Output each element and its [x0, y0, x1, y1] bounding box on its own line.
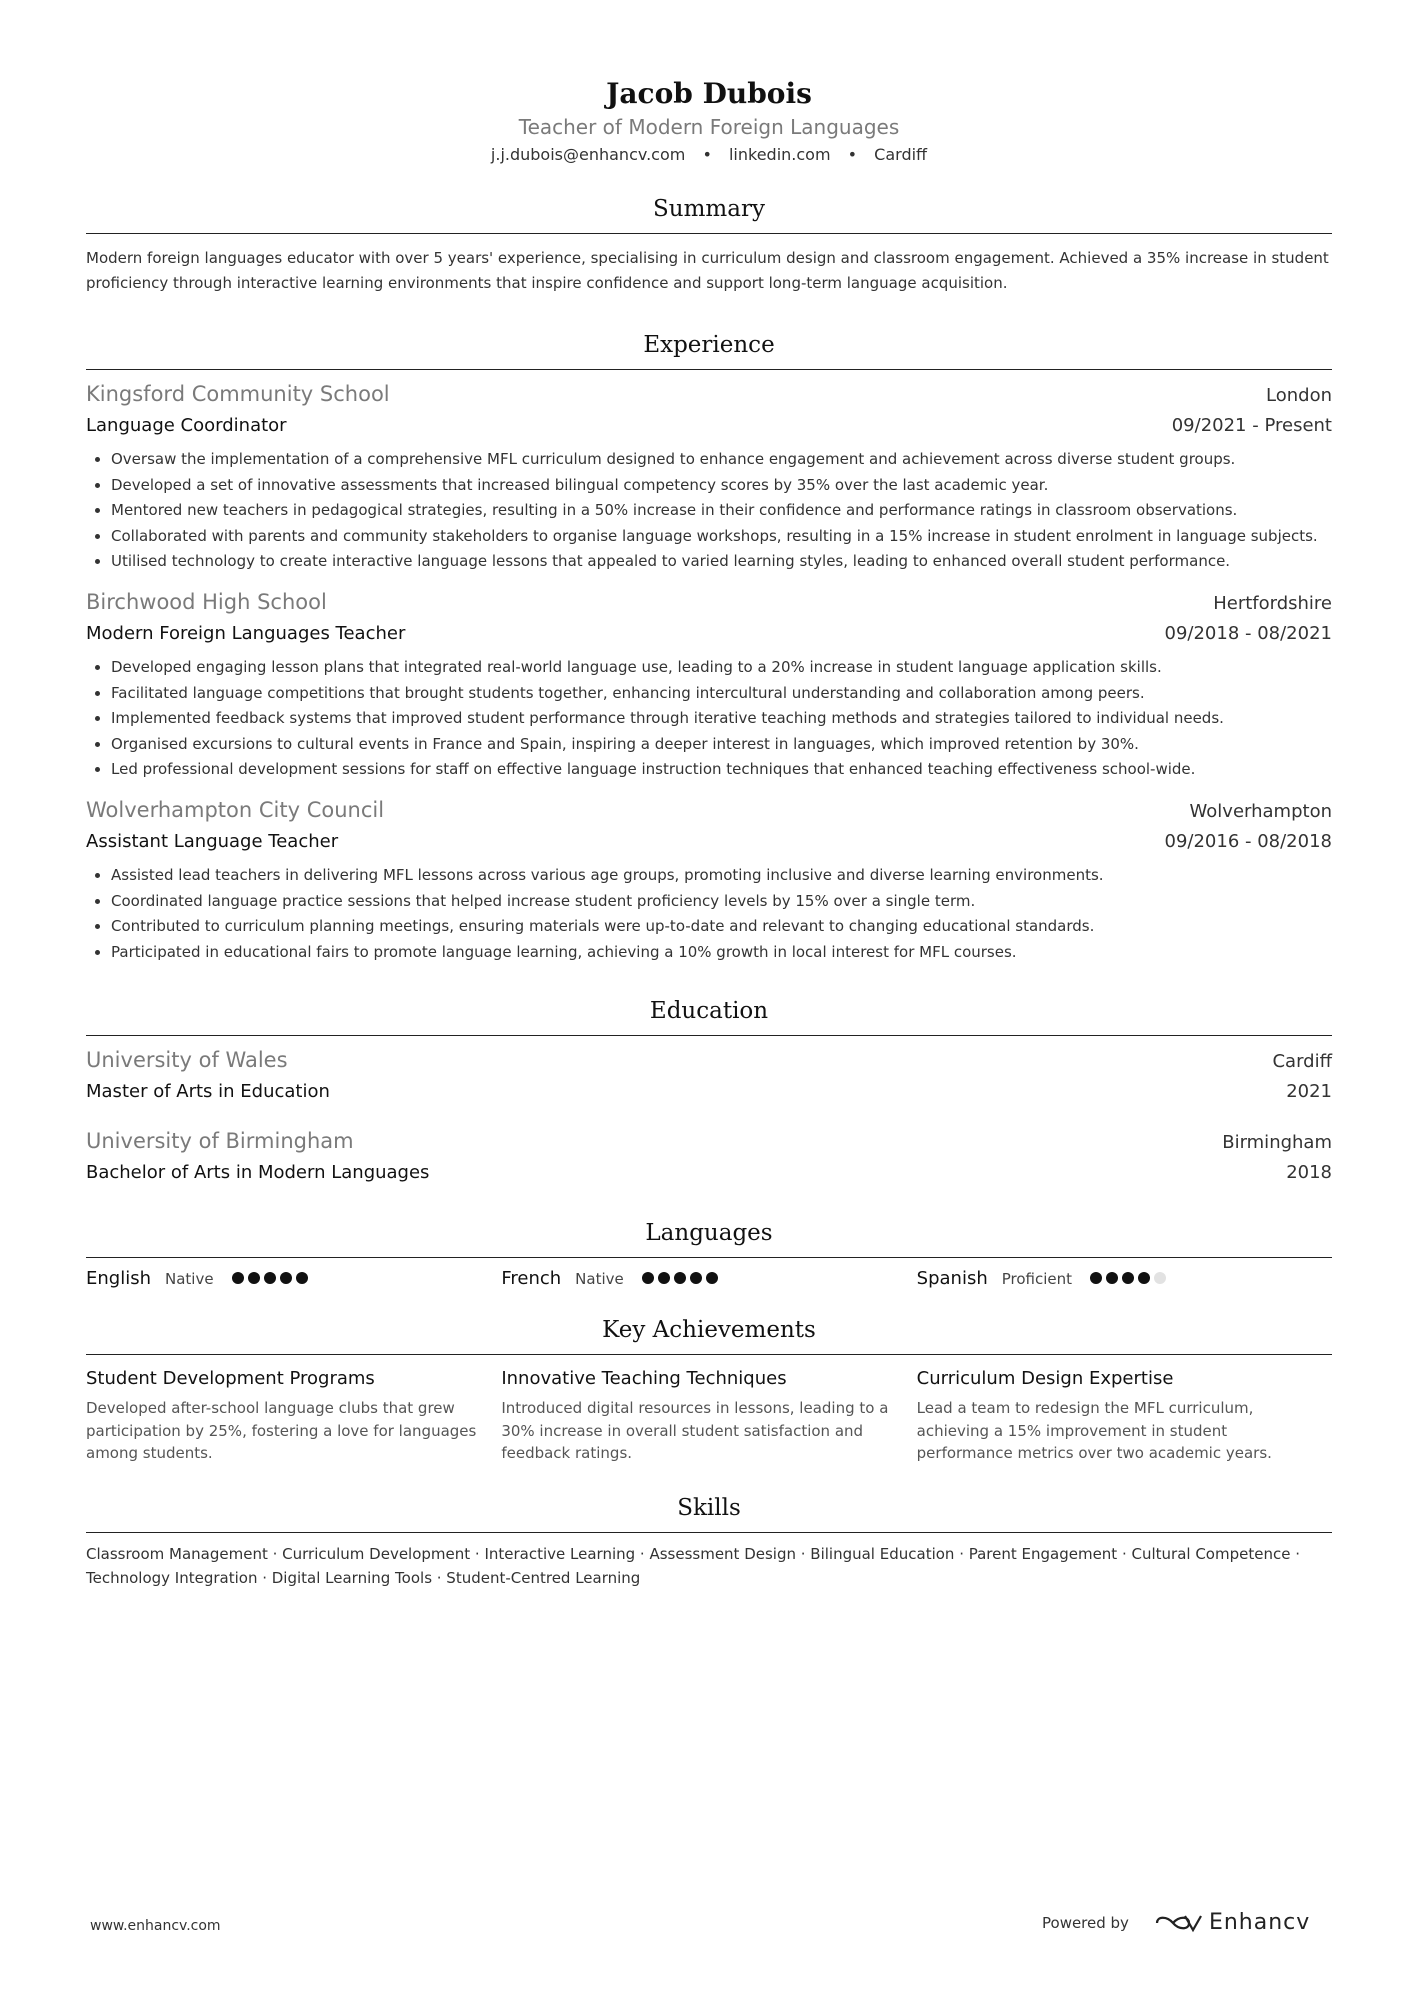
education-degree: Bachelor of Arts in Modern Languages: [86, 1162, 430, 1184]
rating-dot-filled: [1106, 1272, 1118, 1284]
experience-dates: 09/2018 - 08/2021: [1164, 622, 1332, 644]
language-level: Native: [165, 1270, 214, 1289]
rating-dot-filled: [264, 1272, 276, 1284]
experience-header-row: [86, 587, 1332, 619]
experience-dates: 09/2016 - 08/2018: [1164, 830, 1332, 852]
experience-bullet: • Led professional development sessions for staff on effective language instruction techniques that enhanced teaching effectiveness school-wide.: [111, 757, 1332, 783]
summary-text: Modern foreign languages educator with over 5 years' experience, specialising in curriculum design and classroom engagement. Achieved a 35% increase in student proficiency through interactive learning environments that inspire confidence and support long-term language acquisition.: [86, 249, 1329, 292]
contact-linkedin[interactable]: linkedin.com: [728, 145, 831, 164]
achievement-item: [917, 1365, 1332, 1465]
education-school: University of Birmingham: [86, 1129, 354, 1154]
contact-email[interactable]: j.j.dubois@enhancv.com: [490, 145, 686, 164]
section-title-skills: Skills: [86, 1493, 1332, 1533]
experience-org: Kingsford Community School: [86, 382, 390, 406]
brand-name: Enhancv: [1208, 1910, 1311, 1935]
languages-list: [86, 1268, 1332, 1289]
experience-bullet: • Utilised technology to create interactive language lessons that appealed to varied learning styles, leading to enhanced overall student performance.: [111, 549, 1332, 575]
achievement-title: Student Development Programs: [86, 1368, 375, 1390]
language-item: [917, 1268, 1332, 1289]
footer-powered-by: [1042, 1910, 1310, 1935]
experience-entry: [86, 379, 1332, 575]
rating-dot-filled: [1138, 1272, 1150, 1284]
experience-header-row: [86, 379, 1332, 411]
rating-dot-filled: [706, 1272, 718, 1284]
experience-role: Modern Foreign Languages Teacher: [86, 622, 406, 644]
resume-page: [86, 0, 1332, 1590]
education-school: University of Wales: [86, 1048, 288, 1073]
achievement-description: Lead a team to redesign the MFL curriculum, achieving a 15% improvement in student performance metrics over two academic years.: [916, 1399, 1272, 1463]
experience-header-row: [86, 795, 1332, 827]
experience-section: [86, 330, 1332, 965]
education-entry: [86, 1126, 1332, 1188]
contact-line: [86, 144, 1332, 166]
enhancv-logo-icon: [1155, 1912, 1203, 1934]
language-level: Native: [575, 1270, 624, 1289]
contact-separator: •: [847, 145, 858, 164]
candidate-title: Teacher of Modern Foreign Languages: [518, 115, 900, 139]
language-name: Spanish: [916, 1268, 988, 1290]
rating-dot-filled: [1090, 1272, 1102, 1284]
education-list: [86, 1045, 1332, 1188]
experience-role-row: [86, 619, 1332, 649]
rating-dot-filled: [674, 1272, 686, 1284]
experience-entry: [86, 795, 1332, 965]
experience-bullet: • Coordinated language practice sessions that helped increase student proficiency levels by 15% over a single term.: [111, 889, 1332, 915]
contact-location: Cardiff: [874, 145, 928, 164]
enhancv-brand[interactable]: [1155, 1910, 1310, 1935]
experience-location: Wolverhampton: [1189, 800, 1332, 822]
experience-role: Assistant Language Teacher: [86, 830, 339, 852]
skills-text: Classroom Management · Curriculum Development · Interactive Learning · Assessment Design · Bilingual Education · Parent Engagement · Cultural Competence · Technology Integration · Digital Learning Tools · Student-Centred Learning: [86, 1544, 1300, 1587]
language-item: [86, 1268, 501, 1289]
language-rating: [642, 1272, 718, 1284]
footer-website[interactable]: www.enhancv.com: [90, 1918, 221, 1934]
section-title-education: Education: [86, 996, 1332, 1036]
achievement-description: Developed after-school language clubs that grew participation by 25%, fostering a love for languages among students.: [86, 1399, 477, 1463]
experience-org: Wolverhampton City Council: [86, 797, 385, 822]
experience-role-row: [86, 827, 1332, 857]
education-degree-row: [86, 1158, 1332, 1188]
rating-dot-filled: [1122, 1272, 1134, 1284]
education-year: 2021: [1286, 1081, 1332, 1103]
experience-bullet: • Facilitated language competitions that brought students together, enhancing intercultural understanding and collaboration among peers.: [111, 681, 1332, 707]
education-year: 2018: [1286, 1162, 1332, 1184]
experience-location: Hertfordshire: [1213, 592, 1332, 614]
skills-section: [86, 1493, 1332, 1590]
experience-bullet: • Oversaw the implementation of a comprehensive MFL curriculum designed to enhance engagement and achievement across diverse student groups.: [111, 447, 1332, 473]
language-rating: [232, 1272, 308, 1284]
experience-bullets: [86, 655, 1332, 783]
education-header-row: [86, 1126, 1332, 1158]
language-rating: [1090, 1272, 1166, 1284]
section-title-languages: Languages: [86, 1218, 1332, 1258]
experience-role: Language Coordinator: [86, 415, 287, 436]
language-name: French: [501, 1268, 562, 1290]
education-location: Cardiff: [1272, 1051, 1332, 1073]
education-section: [86, 996, 1332, 1188]
experience-role-row: [86, 411, 1332, 441]
experience-bullet: • Contributed to curriculum planning meetings, ensuring materials were up-to-date and relevant to changing educational standards.: [111, 914, 1332, 940]
achievement-title: Curriculum Design Expertise: [916, 1368, 1174, 1390]
achievement-title: Innovative Teaching Techniques: [501, 1368, 787, 1390]
experience-bullet: • Organised excursions to cultural events in France and Spain, inspiring a deeper interest in languages, which improved retention by 30%.: [111, 732, 1332, 758]
education-header-row: [86, 1045, 1332, 1077]
powered-by-label: Powered by: [1042, 1913, 1129, 1932]
rating-dot-empty: [1154, 1272, 1166, 1284]
education-entry: [86, 1045, 1332, 1107]
candidate-name: Jacob Dubois: [606, 77, 812, 110]
achievement-item: [501, 1365, 916, 1465]
experience-bullets: [86, 447, 1332, 575]
education-degree: Master of Arts in Education: [86, 1081, 330, 1103]
section-title-experience: Experience: [86, 330, 1332, 370]
experience-list: [86, 379, 1332, 965]
experience-bullet: • Participated in educational fairs to promote language learning, achieving a 10% growth in local interest for MFL courses.: [111, 940, 1332, 966]
education-degree-row: [86, 1077, 1332, 1107]
summary-section: [86, 194, 1332, 296]
languages-section: [86, 1218, 1332, 1289]
achievement-description: Introduced digital resources in lessons, leading to a 30% increase in overall student satisfaction and feedback ratings.: [501, 1399, 889, 1463]
rating-dot-filled: [248, 1272, 260, 1284]
experience-bullet: • Developed a set of innovative assessments that increased bilingual competency scores by 35% over the last academic year.: [111, 473, 1332, 499]
language-level: Proficient: [1001, 1270, 1073, 1289]
education-location: Birmingham: [1222, 1132, 1332, 1154]
rating-dot-filled: [658, 1272, 670, 1284]
rating-dot-filled: [690, 1272, 702, 1284]
experience-dates: 09/2021 - Present: [1171, 415, 1332, 436]
section-title-summary: Summary: [86, 194, 1332, 234]
experience-entry: [86, 587, 1332, 783]
rating-dot-filled: [280, 1272, 292, 1284]
experience-bullet: • Collaborated with parents and community stakeholders to organise language workshops, resulting in a 15% increase in student enrolment in language subjects.: [111, 524, 1332, 550]
language-item: [501, 1268, 916, 1289]
experience-org: Birchwood High School: [86, 589, 327, 614]
resume-header: [86, 76, 1332, 166]
rating-dot-filled: [296, 1272, 308, 1284]
section-title-achievements: Key Achievements: [86, 1315, 1332, 1355]
experience-bullet: • Developed engaging lesson plans that integrated real-world language use, leading to a 20% increase in student language application skills.: [111, 655, 1332, 681]
experience-location: London: [1266, 385, 1332, 406]
achievements-list: [86, 1365, 1332, 1465]
language-name: English: [86, 1268, 151, 1290]
achievements-section: [86, 1315, 1332, 1465]
contact-separator: •: [702, 145, 712, 164]
experience-bullet: • Implemented feedback systems that improved student performance through iterative teaching methods and strategies tailored to individual needs.: [111, 706, 1332, 732]
achievement-item: [86, 1365, 501, 1465]
experience-bullet: • Mentored new teachers in pedagogical strategies, resulting in a 50% increase in their confidence and performance ratings in classroom observations.: [111, 498, 1332, 524]
experience-bullet: • Assisted lead teachers in delivering MFL lessons across various age groups, promoting inclusive and diverse learning environments.: [111, 863, 1332, 889]
rating-dot-filled: [642, 1272, 654, 1284]
rating-dot-filled: [232, 1272, 244, 1284]
experience-bullets: [86, 863, 1332, 965]
